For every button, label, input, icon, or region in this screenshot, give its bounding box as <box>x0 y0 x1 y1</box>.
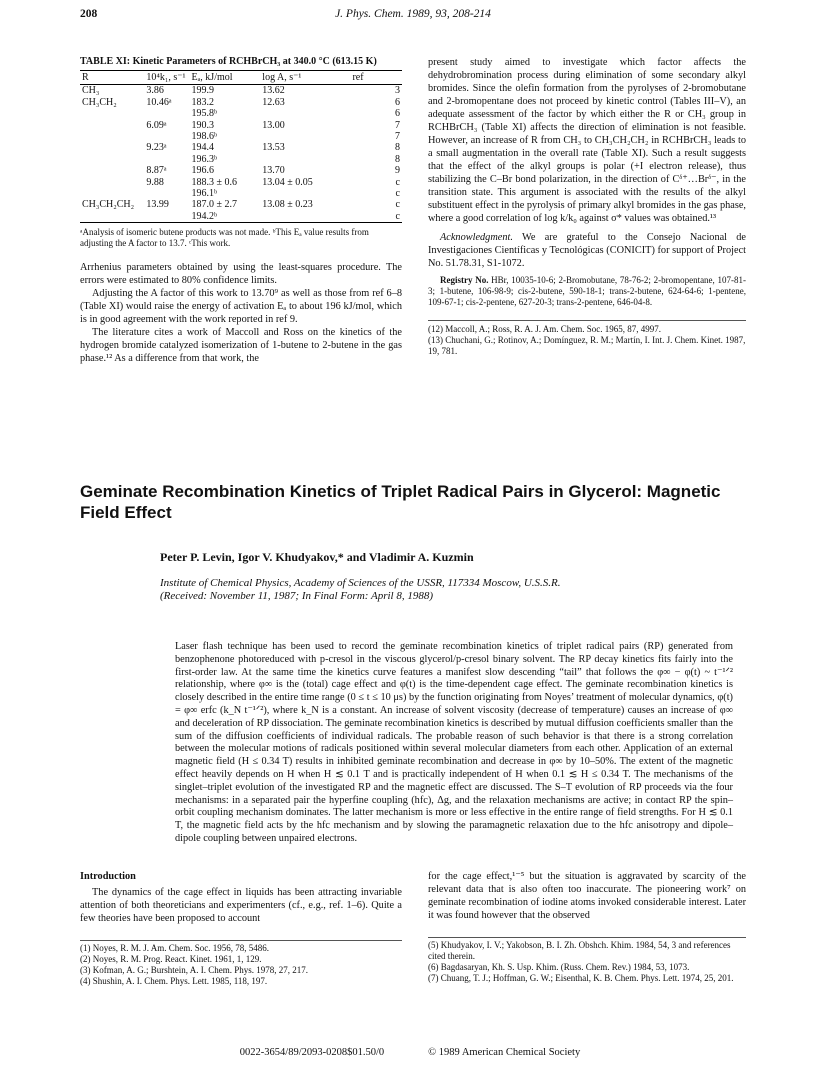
table-row <box>80 199 402 210</box>
table-cell: CH₃CH₂CH₂ <box>82 199 135 211</box>
table-cell: 3.86 <box>146 85 164 97</box>
table-cell: 188.3 ± 0.6 <box>191 176 237 188</box>
left-paragraph-3: The literature cites a work of Maccoll and Ross on the kinetics of the hydrogen bromide catalyzed isomerization of 1-butene to 2-butene in the gas phase.¹² As a difference from that work, the <box>80 327 402 365</box>
reference-13: (13) Chuchani, G.; Rotinov, A.; Domínguez, R. M.; Martín, I. Int. J. Chem. Kinet. 1987, 19, 781. <box>428 335 746 356</box>
reference: (1) Noyes, R. M. J. Am. Chem. Soc. 1956, 78, 5486. <box>80 943 269 953</box>
registry-numbers <box>428 275 746 308</box>
table-header-cell: 10⁴k₁, s⁻¹ <box>144 71 189 85</box>
table-row <box>80 108 402 119</box>
right-column <box>428 56 746 357</box>
reference: (6) Bagdasaryan, Kh. S. Usp. Khim. (Russ. Chem. Rev.) 1984, 53, 1073. <box>428 962 690 972</box>
affiliation-block <box>160 577 746 603</box>
authors: Peter P. Levin, Igor V. Khudyakov,* and Vladimir A. Kuzmin <box>160 550 474 564</box>
table-header-cell: ref <box>350 71 402 85</box>
table-cell <box>144 108 189 119</box>
table-cell: 187.0 ± 2.7 <box>191 199 237 211</box>
reference: (7) Chuang, T. J.; Hoffman, G. W.; Eisenthal, K. B. Chem. Phys. Lett. 1974, 25, 201. <box>428 973 734 983</box>
table-cell: 6 <box>395 96 400 108</box>
table-cell: c <box>395 188 400 200</box>
kinetic-parameters-table <box>80 70 402 223</box>
table-cell: 13.08 ± 0.23 <box>262 199 313 211</box>
reference: (2) Noyes, R. M. Prog. React. Kinet. 1961, 1, 129. <box>80 954 262 964</box>
table-row <box>80 142 402 153</box>
table-cell <box>260 108 350 119</box>
table-footnote: ᵃAnalysis of isomeric butene products was not made. ᵇThis Eₐ value results from adjusting the A factor to 13.7. ᶜThis work. <box>80 227 369 249</box>
table-cell: 196.1ᵇ <box>191 188 218 200</box>
table-cell <box>80 142 144 153</box>
table-header-cell: R <box>80 71 144 85</box>
table-cell: 9.88 <box>146 176 164 188</box>
table-row <box>80 131 402 142</box>
table-cell: 13.99 <box>146 199 169 211</box>
reference-12: (12) Maccoll, A.; Ross, R. A. J. Am. Chem. Soc. 1965, 87, 4997. <box>428 324 662 334</box>
table-cell: 7 <box>395 131 400 143</box>
table-row <box>80 177 402 188</box>
registry-text: HBr, 10035-10-6; 2-Bromobutane, 78-76-2; 2-bromopentane, 107-81-3; 1-butene, 106-98-9; cis-2-butene, 590-18-1; trans-2-butene, 624-64-6; 1-pentene, 109-67-1; cis-2-pentene, 627-20-3; trans-2-pentene, 646-04-8. <box>428 275 746 307</box>
left-paragraph-2: Adjusting the A factor of this work to 13.70⁹ as well as those from ref 6–8 (Table XI) would raise the energy of activation Eₐ to about 196 kJ/mol, which is in good agreement with the work reported in ref 9. <box>80 288 402 326</box>
table-row <box>80 188 402 199</box>
article-title: Geminate Recombination Kinetics of Triplet Radical Pairs in Glycerol: Magnetic Field Effect <box>80 482 721 522</box>
left-paragraph-1: Arrhenius parameters obtained by using the least-squares procedure. The errors were estimated to 80% confidence limits. <box>80 262 402 287</box>
footnote-rule <box>428 937 746 938</box>
table-cell <box>80 211 144 223</box>
intro-right-column <box>428 870 746 984</box>
table-cell <box>260 154 350 165</box>
table-caption: TABLE XI: Kinetic Parameters of RCHBrCH₃ at 340.0 °C (613.15 K) <box>80 56 377 67</box>
table-cell: 194.4 <box>191 142 214 154</box>
reference: (4) Shushin, A. I. Chem. Phys. Lett. 1985, 118, 197. <box>80 976 268 986</box>
table-header-row <box>80 71 402 85</box>
table-cell: 6 <box>395 108 400 120</box>
table-cell: 8 <box>395 142 400 154</box>
table-cell: CH₃ <box>82 85 100 97</box>
page-number: 208 <box>80 8 98 20</box>
footnote-rule <box>428 320 746 321</box>
received-dates: (Received: November 11, 1987; In Final Form: April 8, 1988) <box>160 590 433 602</box>
acknowledgment <box>428 231 746 270</box>
page-footer <box>0 1047 820 1058</box>
table-cell <box>80 131 144 142</box>
table-cell: 9.23ᵃ <box>146 142 167 154</box>
table-cell: c <box>350 211 402 223</box>
table-cell: 8 <box>395 153 400 165</box>
table-cell <box>260 131 350 142</box>
copyright: © 1989 American Chemical Society <box>428 1047 581 1058</box>
table-cell: 194.2ᵇ <box>189 211 260 223</box>
table-cell: 13.00 <box>262 119 285 131</box>
table-cell <box>80 165 144 176</box>
table-cell: 13.62 <box>262 85 285 97</box>
table-cell <box>80 177 144 188</box>
table-cell: c <box>395 176 400 188</box>
table-cell: c <box>395 199 400 211</box>
right-paragraph-1: present study aimed to investigate which factor affects the dehydrobromination process during elimination of some secondary alkyl bromides. Since the olefin formation from the pyrolyses of 2-bromobutane and 2-bromopentane does not proceed by kinetic control (Tables III–V), an adequate assessment of the factor by which either the R or CH₃ group in RCHBrCH₃ (Table XI) affects the direction of elimination is not feasible. However, an increase of R from CH₃ to CH₃CH₂CH₂ in RCHBrCH₃ leads to a small augmentation in the overall rate (Table XI). Such a result suggests that the effect of the alkyl groups is polar (+I electron release), thus stabilizing the C–Br bond polarization, in the direction of Cᵟ⁺…Brᵟ⁻, in the transition state. This argument is associated with the results of the alkyl substituent effect in the pyrolysis of primary alkyl bromides in the gas phase, where a good correlation of log k/k₀ against σ* values was obtained.¹³ <box>428 57 746 224</box>
table-cell: 6.09ᵃ <box>146 119 167 131</box>
table-cell: 13.53 <box>262 142 285 154</box>
table-cell: 3 <box>395 85 400 97</box>
intro-heading: Introduction <box>80 871 136 882</box>
running-head <box>80 8 746 24</box>
table-cell: 198.6ᵇ <box>191 131 218 143</box>
table-cell: 7 <box>395 119 400 131</box>
left-column <box>80 56 402 365</box>
table-cell <box>144 154 189 165</box>
table-body <box>80 85 402 223</box>
abstract <box>175 641 733 846</box>
footnote-rule <box>80 940 402 941</box>
table-row <box>80 97 402 108</box>
reference: (3) Kofman, A. G.; Burshtein, A. I. Chem. Phys. 1978, 27, 217. <box>80 965 308 975</box>
table-cell <box>144 211 189 223</box>
intro-left-column <box>80 870 402 987</box>
ack-label: Acknowledgment. <box>440 232 513 243</box>
intro-right-paragraph: for the cage effect,¹⁻⁵ but the situation is aggravated by scarcity of the relevant data that is also often too inaccurate. The pioneering work⁷ on geminate recombination of iodine atoms invoked considerable interest. Later it was found however that the observed <box>428 871 746 921</box>
table-cell: 10.46ᵃ <box>146 96 172 108</box>
table-cell: 13.04 ± 0.05 <box>262 176 313 188</box>
table-cell: 196.6 <box>191 165 214 177</box>
table-row <box>80 85 402 97</box>
intro-left-paragraph: The dynamics of the cage effect in liquids has been attracting invariable attention of both theoreticians and experimenters (cf., e.g., ref. 1–6). Quite a few theories have been proposed to account <box>80 887 402 924</box>
table-row <box>80 165 402 176</box>
journal-citation: J. Phys. Chem. 1989, 93, 208-214 <box>335 8 491 20</box>
ack-text: We are grateful to the Consejo Nacional de Investigaciones Científicas y Tecnológicas (CONICIT) for support of Project No. 51.78.31, S1-1072. <box>428 232 746 269</box>
refs-left <box>80 943 402 987</box>
table-row <box>80 211 402 223</box>
table-cell: 190.3 <box>191 119 214 131</box>
table-header-cell: Eₐ, kJ/mol <box>189 71 260 85</box>
table-cell <box>80 108 144 119</box>
table-cell: 9 <box>395 165 400 177</box>
table-cell: 199.9 <box>191 85 214 97</box>
table-cell: 12.63 <box>262 96 285 108</box>
table-row <box>80 120 402 131</box>
table-header-cell: log A, s⁻¹ <box>260 71 350 85</box>
table-cell: 196.3ᵇ <box>191 153 218 165</box>
table-cell <box>80 188 144 199</box>
abstract-text: Laser flash technique has been used to record the geminate recombination kinetics of triplet radical pairs (RP) generated from benzophenone photoreduced with p-cresol in the viscous glycerol/p-cresol binary solvent. The RP decay kinetics fits fairly into the first-order law. At the same time the kinetics curve features a manifest slow descending “tail” that follows the φ∞ − φ(t) ~ t⁻¹ᐟ² relationship, where φ∞ is the (total) cage effect and φ(t) is the time-dependent cage effect. The geminate recombination kinetics is closely described in the entire time range (0 ≤ t ≤ 10 μs) by the function originating from Noyes’ treatment of molecular dynamics, φ(t) = φ∞ erfc (k_N t⁻¹ᐟ²), where k_N is a constant. An increase of solvent viscosity (decrease of temperature) causes an increase of φ∞ and deceleration of RP dissociation. The geminate recombination kinetics is described by mutual diffusion coefficients smaller than the sum of the diffusion coefficients of individual radicals. The probable reason of such behavior is that there is a strong correlation between the molecular motions of radicals positioned within several molecular diameters from each other. Application of an external magnetic field (H ≤ 0.34 T) results in inhibited geminate recombination and decrease in φ∞ by 10–50%. The extent of the magnetic effect heavily depends on H when H ≲ 0.1 T and is practically independent of H when 0.1 ≲ H ≤ 0.34 T. The mechanisms of the singlet–triplet evolution of the investigated RP and the magnetic effect are discussed. The S–T evolution of RP proceeds via the four mechanisms: in a separated pair the hyperfine coupling (hfc), Δg, and the relaxation mechanisms are active; in contact RP the spin–orbit coupling mechanism dominates. The latter mechanism is more or less effective in the entire range of field strengths. For H ≲ 0.1 T, the magnetic field acts by the hfc mechanism and by slowing the paramagnetic relaxation due to the hfc anisotropy and dipole–dipole coupling between unpaired electrons. <box>175 641 733 844</box>
table-cell <box>260 211 350 223</box>
table-cell <box>260 188 350 199</box>
table-row <box>80 154 402 165</box>
table-cell: 13.70 <box>262 165 285 177</box>
table-cell: 183.2 <box>191 96 214 108</box>
table-cell <box>144 131 189 142</box>
table-cell: 195.8ᵇ <box>191 108 218 120</box>
registry-label: Registry No. <box>440 275 489 285</box>
refs-right <box>428 940 746 984</box>
table-cell <box>80 154 144 165</box>
reference: (5) Khudyakov, I. V.; Yakobson, B. I. Zh. Obshch. Khim. 1984, 54, 3 and references cited therein. <box>428 940 731 961</box>
table-cell <box>144 188 189 199</box>
table-cell: CH₃CH₂ <box>82 96 117 108</box>
affiliation: Institute of Chemical Physics, Academy of Sciences of the USSR, 117334 Moscow, U.S.S.R. <box>160 577 561 589</box>
table-cell <box>80 120 144 131</box>
table-cell: 8.87ᵃ <box>146 165 167 177</box>
article-code: 0022-3654/89/2093-0208$01.50/0 <box>239 1047 385 1058</box>
